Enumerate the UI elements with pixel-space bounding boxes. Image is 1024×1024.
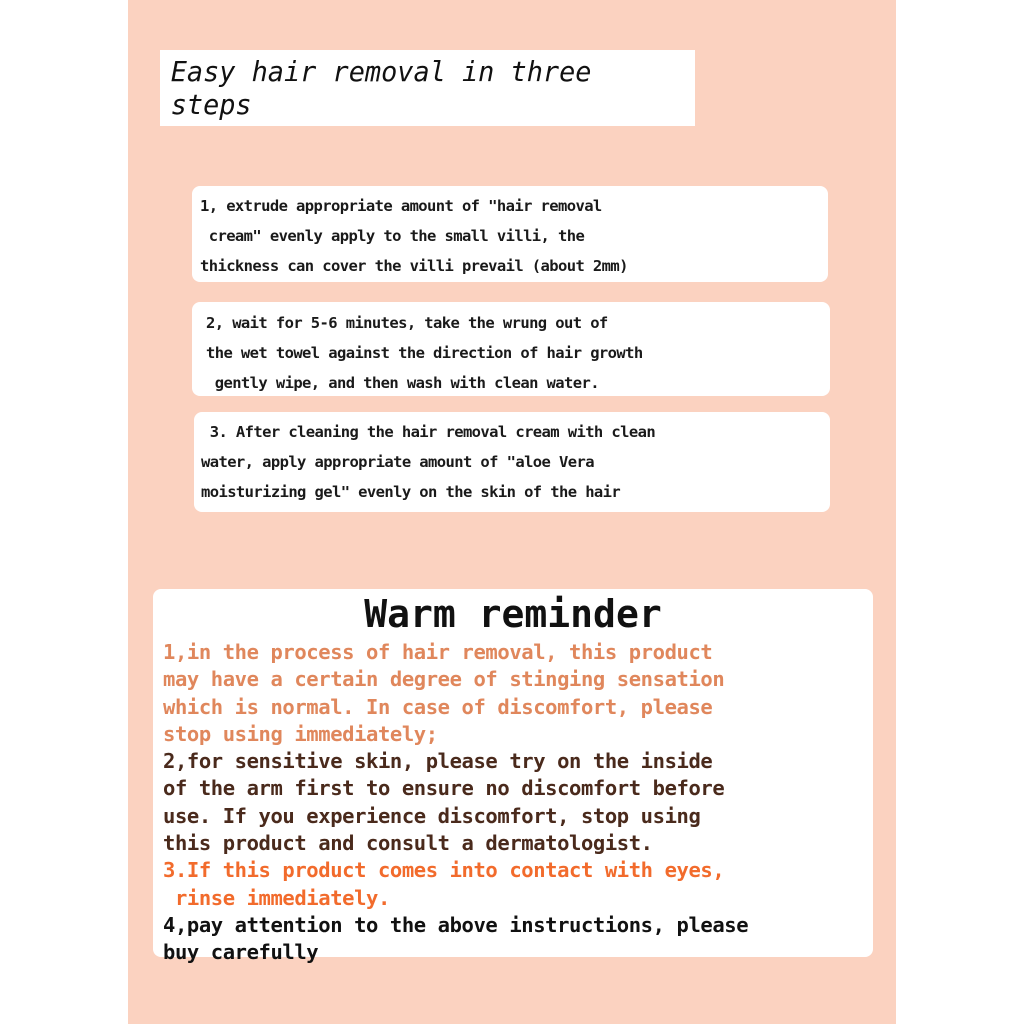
step-3-line: 3. After cleaning the hair removal cream with clean bbox=[201, 423, 656, 441]
step-1-line: cream" evenly apply to the small villi, the bbox=[200, 227, 585, 245]
reminder-1-line: stop using immediately; bbox=[163, 721, 438, 746]
reminder-2-line: this product and consult a dermatologist. bbox=[163, 831, 653, 856]
step-2-line: gently wipe, and then wash with clean water. bbox=[206, 374, 599, 392]
step-1-line: 1, extrude appropriate amount of "hair removal bbox=[200, 197, 602, 215]
step-3-line: water, apply appropriate amount of "aloe Vera bbox=[201, 453, 594, 471]
reminder-1-line: may have a certain degree of stinging sensation bbox=[163, 667, 725, 692]
reminder-2-line: 2,for sensitive skin, please try on the inside bbox=[163, 749, 713, 774]
reminder-1-line: 1,in the process of hair removal, this product bbox=[163, 640, 713, 664]
page-title: Easy hair removal in three steps bbox=[170, 55, 592, 121]
warm-reminder-panel bbox=[153, 589, 873, 965]
title-banner bbox=[160, 50, 695, 126]
step-2-line: the wet towel against the direction of hair growth bbox=[206, 344, 643, 362]
step-card-1 bbox=[192, 186, 828, 282]
reminder-4-line: buy carefully bbox=[163, 940, 319, 965]
reminder-2-line: use. If you experience discomfort, stop using bbox=[163, 803, 701, 828]
step-card-2 bbox=[192, 302, 830, 396]
warm-reminder-title: Warm reminder bbox=[364, 592, 662, 636]
step-1-line: thickness can cover the villi prevail (about 2mm) bbox=[200, 257, 628, 275]
step-3-line: moisturizing gel" evenly on the skin of the hair bbox=[201, 483, 621, 501]
step-card-3 bbox=[194, 412, 830, 512]
reminder-3-line: 3.If this product comes into contact with eyes, bbox=[163, 858, 725, 883]
reminder-1-line: which is normal. In case of discomfort, please bbox=[163, 694, 713, 719]
reminder-4-line: 4,pay attention to the above instructions, please bbox=[163, 912, 749, 937]
step-2-line: 2, wait for 5-6 minutes, take the wrung out of bbox=[206, 314, 608, 332]
reminder-2-line: of the arm first to ensure no discomfort before bbox=[163, 776, 725, 801]
reminder-3-line: rinse immediately. bbox=[163, 885, 390, 910]
